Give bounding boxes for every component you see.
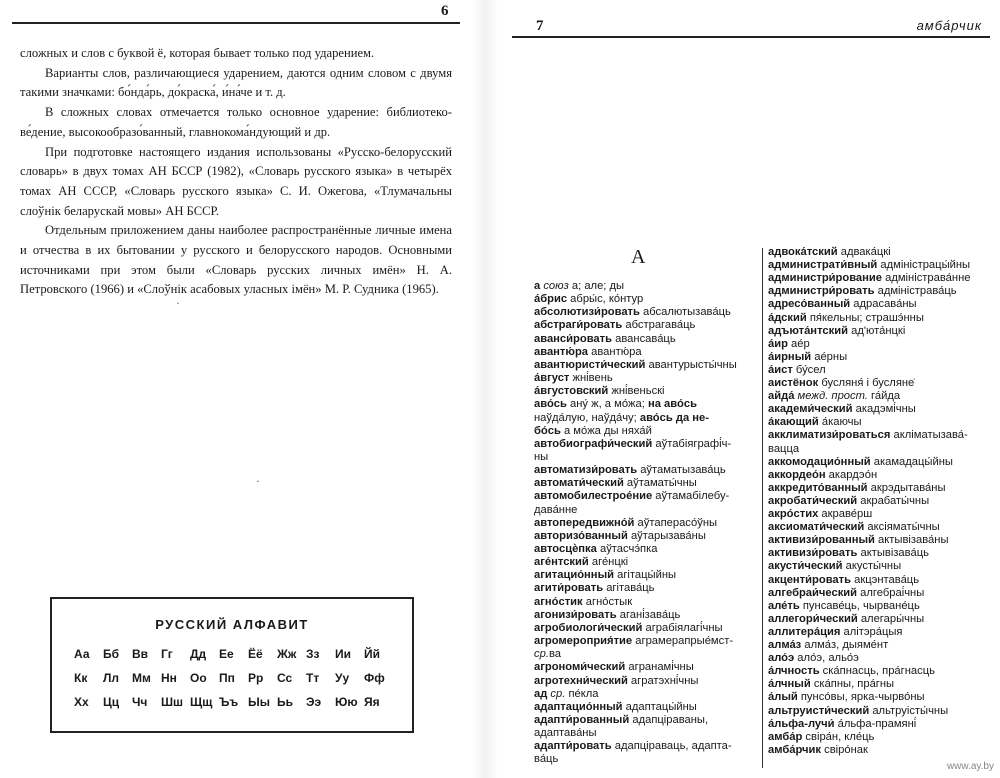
alphabet-letter: Фф — [364, 671, 385, 685]
entry-translation: ска́пны, пра́гны — [810, 678, 895, 691]
entry-headword: аванси́ровать — [534, 332, 613, 345]
entry-translation: ва́ць — [534, 753, 559, 766]
entry-headword: автоматизи́ровать — [534, 464, 638, 477]
entry-headword: администри́ровать — [768, 285, 875, 298]
dictionary-entry — [534, 530, 706, 543]
entry-translation: авансава́ць — [612, 332, 676, 345]
alphabet-letter: Юю — [335, 695, 358, 709]
entry-headword: а́ист — [768, 363, 793, 376]
entry-headword: абсолютизи́ровать — [534, 306, 640, 319]
entry-translation: ва — [548, 648, 561, 661]
entry-translation: алегары́чны — [857, 612, 925, 625]
dictionary-entry — [768, 469, 877, 482]
dictionary-entry — [534, 727, 597, 740]
dictionary-entry — [768, 246, 891, 259]
dictionary-entry — [768, 351, 847, 364]
dictionary-entry — [768, 508, 872, 521]
entry-translation: авантю́ра — [588, 345, 642, 358]
running-head: амба́рчик — [916, 18, 982, 33]
dictionary-entry — [534, 648, 561, 661]
entry-translation: а; але; ды — [568, 280, 625, 292]
entry-headword: амба́рчик — [768, 743, 822, 756]
entry-headword: абстраги́ровать — [534, 319, 623, 332]
print-speck: · — [176, 296, 180, 310]
entry-headword: а́ир — [768, 337, 788, 350]
entry-translation: аксіяматы́чны — [864, 521, 940, 534]
paragraph: сложных и слов с буквой ё, которая бывает только под ударением. — [20, 46, 375, 60]
dictionary-entry — [768, 718, 916, 731]
entry-headword: автомати́ческий — [534, 477, 624, 490]
dictionary-entry — [768, 574, 919, 587]
entry-headword: авантюристи́ческий — [534, 358, 646, 371]
entry-translation: алітэра́цыя — [840, 625, 903, 638]
entry-headword: аистёнок — [768, 377, 819, 389]
entry-headword: агити́ровать — [534, 582, 604, 595]
entry-headword: администри́рование — [768, 272, 882, 285]
alphabet-letter: Йй — [364, 647, 381, 661]
entry-translation: аўтарызава́ны — [627, 529, 706, 542]
entry-headword: на аво́сь — [644, 398, 697, 411]
entry-translation: адапціраваны, — [629, 713, 709, 726]
alphabet-letter: Аа — [74, 647, 90, 661]
entry-headword: алма́з — [768, 639, 802, 651]
dictionary-entry — [534, 753, 558, 766]
dictionary-entry — [534, 464, 726, 477]
entry-translation: адаптава́ны — [534, 727, 597, 740]
alphabet-letter: Чч — [132, 695, 148, 709]
header-rule — [512, 36, 990, 38]
entry-translation: ае́рны — [811, 350, 848, 363]
dictionary-entry — [534, 596, 632, 609]
entry-headword: бо́сь — [534, 424, 561, 437]
entry-translation: акрэдытава́ны — [867, 481, 946, 494]
entry-translation: а́каючы — [818, 416, 862, 429]
dictionary-entry — [768, 338, 810, 351]
alphabet-letter: Уу — [335, 671, 350, 685]
dictionary-entry — [534, 372, 613, 385]
page-number: 7 — [536, 18, 544, 34]
entry-translation: аўтаперасо́ўны — [634, 516, 718, 529]
entry-translation: авантурысты́чны — [645, 358, 737, 371]
entry-headword: авантю́ра — [534, 345, 589, 358]
watermark: www.ay.by — [946, 761, 994, 772]
dictionary-entry — [768, 691, 925, 704]
entry-headword: аккордео́н — [768, 468, 826, 481]
dictionary-entry — [768, 587, 924, 600]
entry-translation: адміністрава́ць — [874, 285, 957, 298]
entry-headword: активизи́рованный — [768, 534, 875, 547]
entry-translation: ска́пнасць, пра́гнасць — [819, 665, 935, 678]
header-rule — [12, 22, 460, 24]
entry-translation: актывізава́ць — [857, 547, 929, 560]
entry-translation: ны — [534, 450, 549, 463]
alphabet-letter: Дд — [190, 647, 207, 661]
dictionary-entry — [768, 285, 957, 298]
entry-headword: аге́нтский — [534, 556, 589, 569]
entry-headword: а — [534, 280, 541, 292]
russian-alphabet-box — [50, 597, 414, 733]
alphabet-row — [74, 647, 394, 667]
entry-translation: альтруісты́чны — [869, 704, 949, 717]
dictionary-entry — [534, 517, 717, 530]
entry-headword: автосцѐпка — [534, 543, 597, 555]
entry-translation: акамадацы́йны — [870, 455, 953, 468]
dictionary-entry — [768, 639, 888, 652]
entry-headword: автобиографи́ческий — [534, 437, 653, 450]
alphabet-letter: Тт — [306, 671, 320, 685]
entry-translation: пя́кельны; страшэ́нны — [806, 311, 924, 324]
entry-headword: а́вгуст — [534, 372, 570, 385]
entry-headword: академи́ческий — [768, 403, 853, 416]
dictionary-entry — [768, 705, 948, 718]
dictionary-entry — [768, 744, 868, 757]
entry-translation: аўтаматы́чны — [623, 477, 697, 490]
dictionary-entry — [768, 678, 894, 691]
entry-headword: аккредито́ванный — [768, 481, 868, 494]
entry-translation: дава́нне — [534, 503, 578, 516]
dictionary-entry — [768, 377, 914, 390]
alphabet-letter: Ыы — [248, 695, 270, 709]
entry-headword: ало́э — [768, 652, 795, 665]
entry-label: ср. — [547, 687, 566, 700]
paragraph: Варианты слов, различающиеся ударением, даются одним словом с двумя такими значками: бо́нда́рь, до́краска́, и́на́че и т. д. — [20, 65, 452, 100]
section-letter: А — [631, 246, 646, 268]
dictionary-entry — [768, 272, 970, 285]
entry-translation: пунсаве́ць, чырване́ць — [799, 599, 920, 612]
entry-translation: бусляня́ і бусляне̇ — [818, 377, 915, 389]
dictionary-entry — [534, 280, 624, 293]
entry-headword: акклиматизи́роваться — [768, 429, 891, 442]
entry-translation: ало́э, альо́э — [794, 652, 859, 665]
dictionary-entry — [534, 740, 732, 753]
alphabet-letter: Щщ — [190, 695, 213, 709]
entry-headword: аллегори́ческий — [768, 612, 858, 625]
entry-translation: аўтаматызава́ць — [637, 464, 726, 477]
dictionary-entry — [768, 456, 953, 469]
dictionary-entry — [534, 701, 697, 714]
entry-translation: ае́р — [787, 337, 810, 350]
alphabet-letter: Шш — [161, 695, 184, 709]
dictionary-entry — [768, 613, 924, 626]
entry-translation: аграбіялагі́чны — [642, 621, 723, 634]
alphabet-letter: Рр — [248, 671, 264, 685]
entry-label: союз — [540, 280, 569, 292]
entry-label: ср. — [534, 648, 549, 661]
dictionary-entry — [534, 346, 642, 359]
entry-headword: акробати́ческий — [768, 494, 858, 507]
entry-translation: адвака́цкі — [837, 246, 891, 258]
entry-translation: а мо́жа ды няха́й — [560, 424, 652, 437]
entry-translation: адаптацы́йны — [622, 700, 697, 713]
dictionary-entry — [534, 490, 729, 503]
entry-translation: агранамі́чны — [625, 661, 694, 674]
entry-headword: адапти́рованный — [534, 713, 630, 726]
entry-headword: акусти́ческий — [768, 560, 843, 573]
entry-translation: агратэхні́чны — [627, 674, 699, 687]
dictionary-entry — [534, 582, 655, 595]
alphabet-row — [74, 671, 394, 691]
dictionary-entry — [768, 298, 917, 311]
entry-translation: пунсо́вы, ярка-чырво́ны — [797, 691, 925, 704]
entry-headword: а́лчность — [768, 665, 820, 678]
intro-text — [20, 44, 452, 300]
dictionary-entry — [534, 438, 731, 451]
alphabet-letter: Хх — [74, 695, 89, 709]
entry-translation: ад'юта́нцкі — [847, 324, 906, 337]
entry-translation: аграмерапрые́мст- — [632, 635, 734, 648]
dictionary-entry — [768, 390, 900, 403]
entry-headword: агитацио́нный — [534, 569, 614, 582]
entry-translation: абры́с, ко́нтур — [567, 293, 644, 306]
alphabet-letter: Ее — [219, 647, 234, 661]
entry-translation: адрасава́ны — [850, 298, 917, 311]
dictionary-entry — [768, 534, 949, 547]
dictionary-entry — [768, 600, 920, 613]
entry-headword: агробиологи́ческий — [534, 621, 643, 634]
entry-headword: аллитера́ция — [768, 625, 841, 638]
entry-translation: свіра́н, кле́ць — [802, 730, 875, 743]
dictionary-entry — [534, 661, 694, 674]
print-speck: · — [256, 474, 260, 488]
entry-headword: ад — [534, 687, 548, 700]
entry-translation: пе́кла — [565, 687, 599, 700]
dictionary-entry — [768, 665, 935, 678]
entry-headword: авторизо́ванный — [534, 529, 628, 542]
entry-headword: а́лчный — [768, 678, 811, 691]
entry-translation: агітава́ць — [603, 582, 655, 595]
dictionary-entry — [768, 364, 826, 377]
dictionary-entry — [534, 714, 708, 727]
entry-translation: абстрагава́ць — [622, 319, 696, 332]
dictionary-entry — [534, 412, 709, 425]
dictionary-entry — [768, 443, 799, 456]
entry-headword: а́ирный — [768, 350, 812, 363]
alphabet-letter: Кк — [74, 671, 88, 685]
entry-translation: алгебраі́чны — [857, 586, 925, 599]
dictionary-entry — [534, 688, 599, 701]
entry-translation: акраве́рш — [818, 508, 873, 520]
alphabet-letter: Гг — [161, 647, 173, 661]
dictionary-entry — [534, 425, 652, 438]
entry-headword: аккомодацио́нный — [768, 455, 871, 468]
dictionary-entry — [534, 293, 643, 306]
entry-headword: амба́р — [768, 730, 803, 743]
dictionary-entry — [534, 319, 695, 332]
page-number: 6 — [441, 3, 449, 19]
entry-translation: жні́веньскі — [608, 385, 665, 398]
dictionary-entry — [534, 385, 665, 398]
entry-translation: акрабаты́чны — [857, 494, 930, 507]
alphabet-letter: Нн — [161, 671, 177, 685]
dictionary-entry — [768, 403, 916, 416]
dictionary-entry — [534, 556, 628, 569]
entry-translation: вацца — [768, 442, 800, 455]
entry-translation: агітацы́йны — [614, 569, 677, 582]
dictionary-entry — [768, 560, 901, 573]
entry-headword: адъюта́нтский — [768, 324, 848, 337]
entry-translation: адміністрава́нне — [882, 272, 971, 285]
alphabet-letter: Яя — [364, 695, 380, 709]
dictionary-entry — [534, 675, 698, 688]
dictionary-entry — [768, 547, 929, 560]
entry-headword: а́вгустовский — [534, 385, 609, 398]
entry-headword: акценти́ровать — [768, 573, 852, 586]
entry-headword: активизи́ровать — [768, 547, 858, 560]
alphabet-letter: Сс — [277, 671, 293, 685]
entry-headword: а́лый — [768, 691, 798, 704]
paragraph: Отдельным приложением даны наиболее распространённые личные имена и отчества в их бытовании у русского и белорусского народов. Основными источниками при этом были «Словарь русских личных имён» Н. А. Петровского (1966) и «Слоўнік асабовых уласных імён» М. Р. Судника (1965). — [20, 223, 452, 297]
entry-headword: адресо́ванный — [768, 298, 851, 311]
dictionary-entry — [768, 521, 940, 534]
entry-headword: а́дский — [768, 311, 807, 324]
entry-headword: автомобилестрое́ние — [534, 490, 653, 503]
dictionary-entry — [534, 569, 676, 582]
dictionary-entry — [768, 416, 862, 429]
dictionary-entry — [768, 259, 970, 272]
entry-translation: алма́з, дыяме́нт — [801, 639, 889, 651]
dictionary-entry — [768, 495, 929, 508]
entry-headword: аво́сь да не- — [636, 411, 709, 424]
left-page — [0, 0, 470, 778]
entry-translation: ану́ ж, а мо́жа; — [566, 398, 645, 411]
entry-headword: аксиомати́ческий — [768, 521, 865, 534]
entry-translation: агно́стык — [582, 595, 633, 608]
alphabet-letter: Цц — [103, 695, 120, 709]
alphabet-letter: Оо — [190, 671, 207, 685]
dictionary-entry — [768, 312, 924, 325]
alphabet-letter: Ии — [335, 647, 352, 661]
book-gutter — [472, 0, 498, 778]
dictionary-entry — [768, 652, 859, 665]
entry-translation: адміністрацы́йны — [877, 259, 971, 272]
alphabet-letter: Лл — [103, 671, 120, 685]
alphabet-letter: Ъъ — [219, 695, 239, 709]
dictionary-entry — [534, 635, 733, 648]
entry-headword: адаптацио́нный — [534, 700, 623, 713]
dictionary-entry — [534, 543, 657, 556]
entry-translation: акцэнтава́ць — [851, 573, 920, 586]
entry-headword: агонизи́ровать — [534, 608, 617, 621]
entry-headword: але́ть — [768, 599, 800, 612]
dictionary-entry — [534, 622, 723, 635]
dictionary-entry — [534, 398, 697, 411]
entry-headword: агно́стик — [534, 595, 583, 608]
entry-translation: наўда́лую, наўда́чу; — [534, 411, 637, 424]
alphabet-letter: Мм — [132, 671, 151, 685]
alphabet-letter: Ёё — [248, 647, 263, 661]
dictionary-entry — [534, 504, 577, 517]
entry-headword: администрати́вный — [768, 259, 878, 272]
entry-translation: аўтабіяграфі́ч- — [652, 437, 732, 450]
entry-headword: айда́ — [768, 390, 795, 403]
dictionary-entry — [534, 333, 676, 346]
entry-translation: акусты́чны — [842, 560, 902, 573]
dictionary-entry — [534, 359, 737, 372]
paragraph: При подготовке настоящего издания использованы «Русско-белорусский словарь» в двух томах АН БССР (1982), «Словарь русского языка» в четырёх томах АН СССР, «Словарь русского языка» С. И. Ожегова, «Тлумачальны слоўнік беларускай мовы» АН БССР. — [20, 144, 452, 218]
entry-headword: а́кающий — [768, 416, 819, 429]
entry-label: межд. прост. — [794, 390, 868, 403]
alphabet-letter: Пп — [219, 671, 235, 685]
entry-headword: агромероприя́тие — [534, 635, 633, 648]
column-divider — [762, 248, 763, 768]
dictionary-entry — [768, 429, 968, 442]
dictionary-entry — [534, 306, 731, 319]
dictionary-entry — [768, 482, 946, 495]
paragraph: В сложных словах отмечается только основное ударение: библиотеко-ве́дение, высокообразо́ванный, главнокома́ндующий и др. — [20, 105, 452, 139]
entry-translation: га́йда — [867, 390, 901, 403]
entry-headword: аво́сь — [534, 398, 567, 411]
entry-translation: агані́зава́ць — [616, 608, 681, 621]
alphabet-row — [74, 695, 394, 715]
entry-translation: аўтасчэ́пка — [596, 543, 658, 555]
entry-headword: адапти́ровать — [534, 740, 612, 753]
entry-headword: а́льфа-лучи́ — [768, 717, 835, 730]
entry-translation: свіро́нак — [821, 743, 868, 756]
entry-headword: адвока́тский — [768, 246, 838, 258]
dictionary-entry — [534, 609, 680, 622]
alphabet-letter: Ээ — [306, 695, 322, 709]
entry-translation: аге́нцкі — [588, 556, 629, 569]
alphabet-letter: Жж — [277, 647, 297, 661]
dictionary-entry — [534, 477, 697, 490]
entry-translation: абсалютызава́ць — [639, 306, 731, 319]
dictionary-entry — [768, 731, 874, 744]
entry-headword: автопередвижно́й — [534, 516, 635, 529]
entry-translation: акліматызава́- — [890, 429, 968, 442]
entry-headword: акро́стих — [768, 508, 819, 520]
entry-headword: агрономи́ческий — [534, 661, 626, 674]
entry-headword: а́брис — [534, 293, 568, 306]
entry-headword: альтруисти́ческий — [768, 704, 870, 717]
entry-translation: аўтамабілебу- — [652, 490, 730, 503]
entry-translation: а́льфа-прамяні́ — [834, 717, 917, 730]
alphabet-letter: Зз — [306, 647, 320, 661]
entry-translation: бу́сел — [792, 363, 826, 376]
entry-translation: акадэмі́чны — [852, 403, 916, 416]
entry-translation: актывізава́ны — [874, 534, 949, 547]
entry-headword: алгебраи́ческий — [768, 586, 858, 599]
entry-translation: адапціраваць, адапта- — [611, 740, 732, 753]
alphabet-title: РУССКИЙ АЛФАВИТ — [155, 617, 309, 632]
entry-headword: агротехни́ческий — [534, 674, 628, 687]
entry-translation: акардэо́н — [825, 468, 878, 481]
dictionary-entry — [534, 451, 548, 464]
dictionary-entry — [768, 626, 903, 639]
entry-translation: жні́вень — [569, 372, 613, 385]
alphabet-letter: Бб — [103, 647, 120, 661]
alphabet-letter: Вв — [132, 647, 149, 661]
dictionary-entry — [768, 325, 905, 338]
alphabet-letter: Ьь — [277, 695, 294, 709]
